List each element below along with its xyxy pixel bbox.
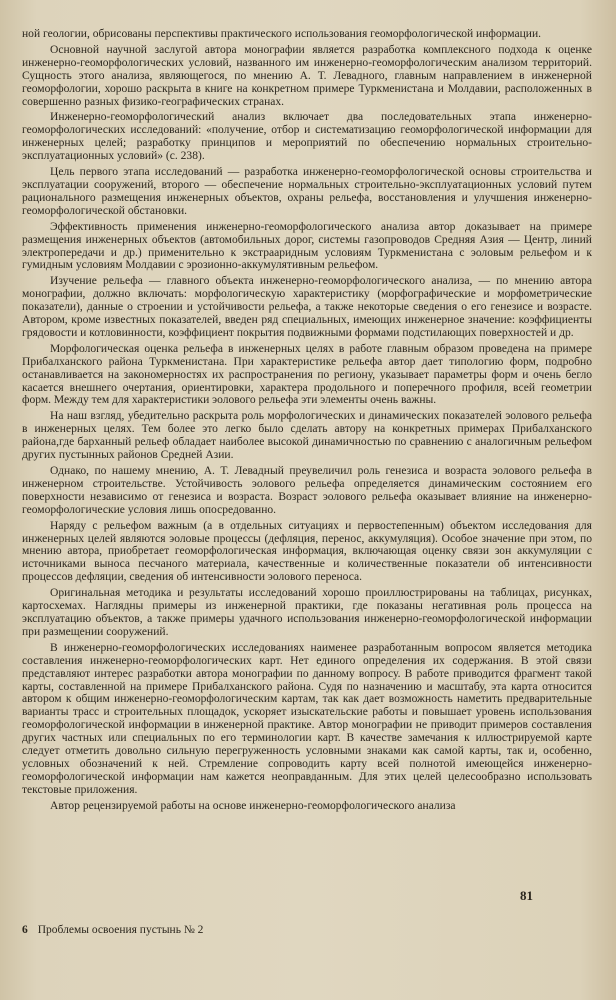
paragraph: Цель первого этапа исследований — разработка инженерно-геоморфологической основы строительства и эксплуатации сооружений, второго — обеспечение нормальных строительно-эксплуатационных условий путем рационального размещения инженерных объектов, охраны рельефа, восстановления и улучшения инженерно-геоморфологической обстановки.: [22, 166, 592, 217]
paragraph: Инженерно-геоморфологический анализ включает два последовательных этапа инженерно-геоморфологических исследований: «получение, отбор и систематизацию геоморфологической информации для инженерных целей; разработку принципов и мероприятий по обеспечению нормальных строительно-эксплуатационных условий» (с. 238).: [22, 111, 592, 163]
journal-title: Проблемы освоения пустынь № 2: [37, 924, 204, 936]
paragraph: ной геологии, обрисованы перспективы практического использования геоморфологической информации.: [22, 28, 542, 40]
paragraph: Оригинальная методика и результаты исследований хорошо проиллюстрированы на таблицах, рисунках, картосхемах. Наглядны примеры из инженерной практики, где показаны негативная роль процесса на эксплуатацию объектов, а также примеры удачного использования инженерно-геоморфологической информации при размещении сооружений.: [22, 587, 592, 638]
paragraph: Изучение рельефа — главного объекта инженерно-геоморфологического анализа, — по мнению автора монографии, должно включать: морфологическую характеристику (морфографические и морфометрические показатели), данные о строении и устойчивости рельефа, а также некоторые сведения о его генезисе и возрасте. Автором, кроме известных показателей, введен ряд специальных, имеющих инженерное значение: коэффициенты грядовости и котловинности, коэффициент покрытия подвижными формами подстилающих поверхностей и др.: [22, 275, 592, 339]
page-number: 81: [520, 888, 533, 903]
paragraph: Основной научной заслугой автора монографии является разработка комплексного подхода к оценке инженерно-геоморфологических условий, названного им инженерно-геоморфологическим анализом территорий. Сущность этого анализа, являющегося, по мнению А. Т. Левадного, главным направлением в инженерной геоморфологии, хорошо раскрыта в книге на конкретном примере Туркменистана и Молдавии, расположенных в совершенно разных физико-географических странах.: [22, 43, 592, 108]
paragraph: Эффективность применения инженерно-геоморфологического анализа автор доказывает на примере размещения инженерных объектов (автомобильных дорог, системы газопроводов Средняя Азия — Центр, линий электропередачи и др.) применительно к экстрааридным условиям Туркменистана с эоловым рельефом и к гумидным условиям Молдавии с эрозионно-аккумулятивным рельефом.: [22, 220, 592, 272]
page-footer: [22, 924, 592, 940]
paragraph: Морфологическая оценка рельефа в инженерных целях в работе главным образом проведена на примере Прибалханского района Туркменистана. При характеристике рельефа автор дает типологию форм, подробно останавливается на закономерностях их распространения по региону, указывает параметры форм и очень бегло касается внешнего очертания, ориентировки, характера продольного и поперечного профиля, всей геометрии форм. Между тем для характеристики эолового рельефа эти элементы очень важны.: [22, 342, 592, 407]
paragraph: Наряду с рельефом важным (а в отдельных ситуациях и первостепенным) объектом исследования для инженерных целей являются эоловые процессы (дефляция, перенос, аккумуляция). Особое значение при этом, по мнению автора, приобретает геоморфологическая информация, включающая оценку связи зон аккумуляции с источниками выноса песчаного материала, качественные и количественные показатели об интенсивности процессов дефляции, сведения об интенсивности эолового переноса.: [22, 519, 592, 584]
paragraph: Однако, по нашему мнению, А. Т. Левадный преувеличил роль генезиса и возраста эолового рельефа в инженерном строительстве. Устойчивость эолового рельефа определяется динамическим состоянием его поверхности независимо от генезиса и возраста. Возраст эолового рельефа оказывает влияние на инженерно-геоморфологические условия лишь опосредованно.: [22, 465, 592, 516]
signature-number: 6: [22, 924, 28, 936]
paragraph: На наш взгляд, убедительно раскрыта роль морфологических и динамических показателей эолового рельефа в инженерных целях. Тем более это легко было сделать автору на конкретных примерах Прибалханского района,где барханный рельеф обладает наиболее высокой динамичностью по сравнению с аналогичным рельефом других пустынных районов Средней Азии.: [22, 410, 592, 462]
paragraph: В инженерно-геоморфологических исследованиях наименее разработанным вопросом является методика составления инженерно-геоморфологических карт. Нет единого определения их содержания. В этой связи представляют интерес разработки автора монографии по данному вопросу. В работе приводится фрагмент такой карты, составленной на примере Прибалханского района. Судя по назначению и масштабу, эта карта относится автором к общим инженерно-геоморфологическим картам, так как дает возможность наметить предварительные варианты трасс и строительных площадок, ускоряет изыскательские работы и повышает уровень использования геоморфологической информации в инженерной практике. Автор монографии не приводит примеров составления других частных или специальных по его терминологии карт. В качестве замечания к иллюстрируемой карте следует отметить довольно сильную перегруженность условными знаками как самой карты, так и, особенно, условных обозначений к ней. Стремление сопроводить карту всей полнотой имеющейся инженерно-геоморфологической информации нам кажется неоправданным. Для этих целей целесообразно использовать текстовые приложения.: [22, 641, 592, 796]
article-body: [22, 28, 592, 813]
paragraph: Автор рецензируемой работы на основе инженерно-геоморфологического анализа: [50, 799, 456, 812]
footer-signature: [22, 924, 203, 936]
